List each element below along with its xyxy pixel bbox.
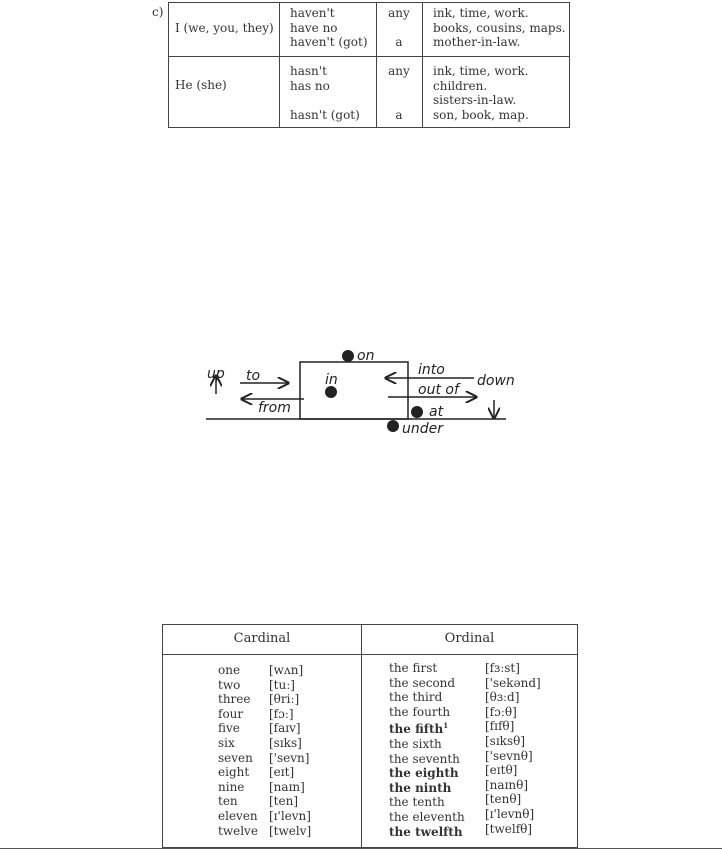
- prepositions-diagram: [196, 342, 526, 442]
- section-label: c): [152, 5, 164, 19]
- cardinal-words: one two three four five six seven eight nine ten eleven twelve: [218, 663, 258, 838]
- box-shape: [300, 362, 408, 419]
- prepositions-diagram-svg: [196, 342, 526, 442]
- article-cell: any a: [388, 6, 410, 49]
- verb-cell: hasn't has no hasn't (got): [290, 64, 360, 122]
- article-cell: any a: [388, 64, 410, 122]
- subject-cell: I (we, you, they): [175, 21, 274, 35]
- cardinal-header: Cardinal: [233, 631, 291, 646]
- at-label: at: [429, 404, 444, 420]
- in-label: in: [325, 372, 338, 388]
- numbers-table: [162, 624, 578, 848]
- column-divider: [279, 3, 280, 127]
- subject-cell: He (she): [175, 78, 227, 92]
- to-label: to: [246, 368, 261, 384]
- footnote-mark: 1: [443, 721, 449, 731]
- ordinal-ipa: [fɜːst] ['sekənd] [θɜːd] [fɔːθ] [fɪfθ] [sɪksθ] ['sevnθ] [eɪtθ] [naɪnθ] [tenθ] [ɪ'levnθ] [twelfθ]: [485, 661, 541, 836]
- down-label: down: [477, 373, 515, 389]
- ordinal-words: the first the second the third the fourth the fifth$^1$ the sixth the seventh the eighth the ninth the tenth the eleventh the twelfth: [389, 661, 465, 839]
- ordinal-header: Ordinal: [444, 631, 495, 646]
- grammar-table: [168, 2, 570, 128]
- cardinal-ipa: [wʌn] [tuː] [θriː] [fɔː] [faɪv] [sɪks] ['sevn] [eɪt] [naɪn] [ten] [ɪ'levn] [twelv]: [269, 663, 312, 838]
- up-label: up: [207, 366, 225, 382]
- noun-cell: ink, time, work. books, cousins, maps. mother-in-law.: [433, 6, 566, 49]
- noun-cell: ink, time, work. children. sisters-in-law. son, book, map.: [433, 64, 529, 122]
- verb-cell: haven't have no haven't (got): [290, 6, 368, 49]
- from-label: from: [258, 400, 291, 416]
- header-divider: [163, 654, 577, 655]
- on-label: on: [357, 348, 375, 364]
- column-divider: [361, 625, 362, 847]
- into-label: into: [418, 362, 445, 378]
- on-dot: [342, 350, 354, 362]
- under-dot: [387, 420, 399, 432]
- column-divider: [422, 3, 423, 127]
- at-dot: [411, 406, 423, 418]
- row-divider: [169, 56, 569, 57]
- under-label: under: [402, 421, 444, 437]
- out-of-label: out of: [418, 382, 459, 398]
- page-bottom-rule: [0, 848, 722, 849]
